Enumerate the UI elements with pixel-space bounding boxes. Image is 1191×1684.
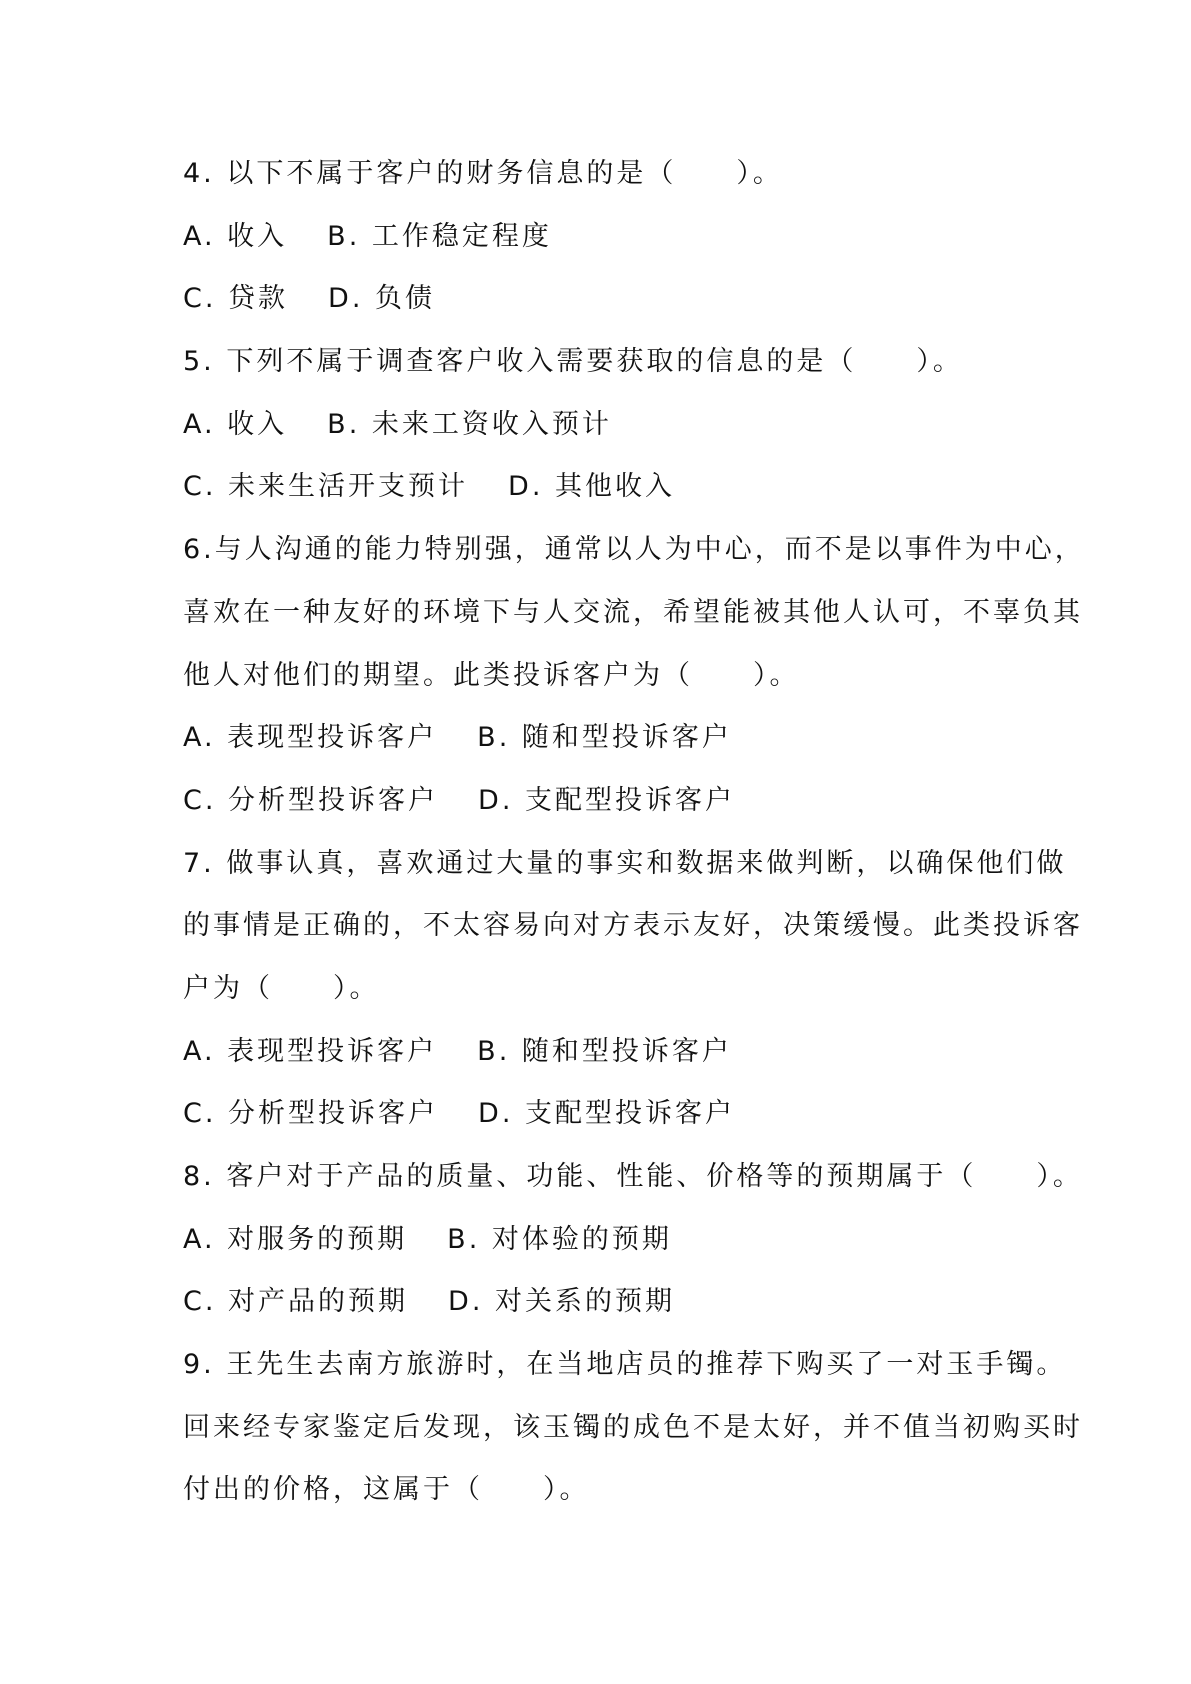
question-7-options-row-2 <box>183 1083 1033 1146</box>
question-9-stem-line-3: 付出的价格，这属于（ ）。 <box>183 1474 590 1506</box>
question-4-option-b: B. 工作稳定程度 <box>327 220 552 252</box>
question-4-stem: 4. 以下不属于客户的财务信息的是（ ）。 <box>183 158 783 189</box>
question-5-option-b: B. 未来工资收入预计 <box>327 408 612 440</box>
question-7-stem-line-1: 7. 做事认真，喜欢通过大量的事实和数据来做判断，以确保他们做 <box>183 847 1067 879</box>
question-8-option-a: A. 对服务的预期 <box>183 1223 408 1255</box>
question-6-options-row-2 <box>183 770 1033 833</box>
question-7-option-b: B. 随和型投诉客户 <box>477 1035 732 1067</box>
question-4-option-c: C. 贷款 <box>183 283 289 315</box>
question-6-option-c: C. 分析型投诉客户 <box>183 784 439 816</box>
question-4-option-d: D. 负债 <box>328 283 435 315</box>
question-6-options-row-1 <box>183 707 1033 770</box>
question-6-stem-line-1: 6.与人沟通的能力特别强，通常以人为中心，而不是以事件为中心， <box>183 534 1085 566</box>
question-8-options-row-1 <box>183 1209 1033 1272</box>
question-5-option-c: C. 未来生活开支预计 <box>183 471 469 503</box>
question-7-stem-line-3: 户为（ ）。 <box>183 972 380 1004</box>
question-4-options-row-2 <box>183 268 1033 331</box>
question-9-stem-line-1: 9. 王先生去南方旅游时，在当地店员的推荐下购买了一对玉手镯。 <box>183 1349 1067 1381</box>
question-6-option-b: B. 随和型投诉客户 <box>477 722 732 754</box>
question-6-stem-line-2: 喜欢在一种友好的环境下与人交流，希望能被其他人认可，不辜负其 <box>183 596 1083 628</box>
question-8-option-b: B. 对体验的预期 <box>447 1223 672 1255</box>
question-9-stem-line-2: 回来经专家鉴定后发现，该玉镯的成色不是太好，并不值当初购买时 <box>183 1411 1083 1443</box>
question-5-options-row-2 <box>183 456 1033 519</box>
question-7-options-row-1 <box>183 1021 1033 1084</box>
question-7-option-a: A. 表现型投诉客户 <box>183 1035 438 1067</box>
question-8-options-row-2 <box>183 1271 1033 1334</box>
document-page <box>183 143 1085 1522</box>
question-7-option-c: C. 分析型投诉客户 <box>183 1098 439 1130</box>
question-4-option-a: A. 收入 <box>183 220 288 252</box>
question-7-stem-line-2: 的事情是正确的，不太容易向对方表示友好，决策缓慢。此类投诉客 <box>183 910 1083 942</box>
question-4-options-row-1 <box>183 206 1033 269</box>
question-6-stem-line-3: 他人对他们的期望。此类投诉客户为（ ）。 <box>183 659 800 691</box>
question-5-stem: 5. 下列不属于调查客户收入需要获取的信息的是（ ）。 <box>183 346 963 378</box>
question-5-option-a: A. 收入 <box>183 408 288 440</box>
question-6-option-d: D. 支配型投诉客户 <box>478 784 735 816</box>
question-8-stem: 8. 客户对于产品的质量、功能、性能、价格等的预期属于（ ）。 <box>183 1161 1083 1192</box>
question-8-option-d: D. 对关系的预期 <box>448 1286 675 1318</box>
question-6-option-a: A. 表现型投诉客户 <box>183 722 438 754</box>
question-7-option-d: D. 支配型投诉客户 <box>478 1098 735 1130</box>
question-5-options-row-1 <box>183 394 1033 457</box>
question-5-option-d: D. 其他收入 <box>508 471 675 503</box>
question-8-option-c: C. 对产品的预期 <box>183 1286 409 1318</box>
